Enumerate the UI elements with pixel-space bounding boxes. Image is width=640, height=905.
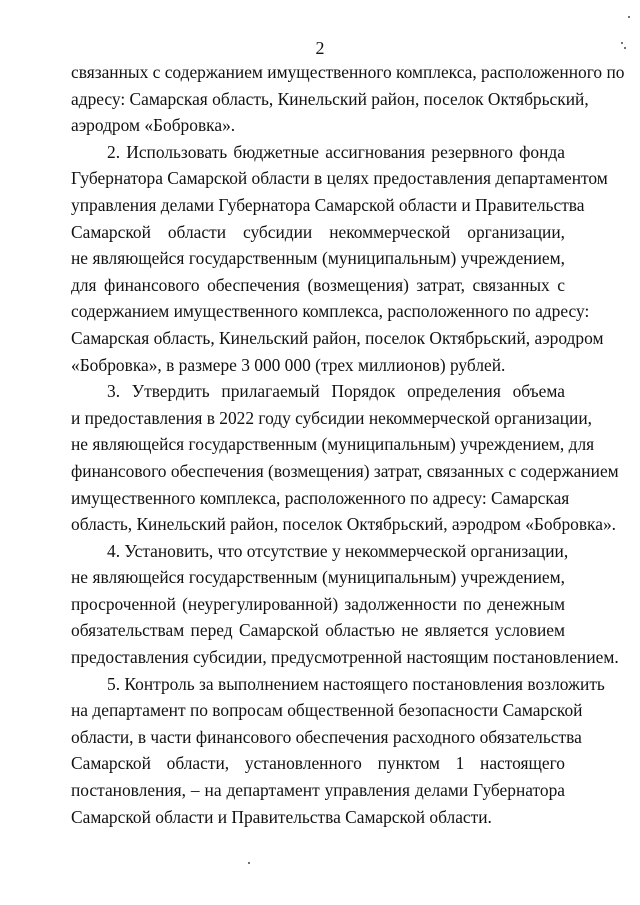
scan-speck xyxy=(248,862,250,864)
text-line: аэродром «Бобровка». xyxy=(71,115,236,136)
text-line: Самарской области и Правительства Самарской области. xyxy=(71,806,492,827)
text-line: обязательствам перед Самарской областью не является условием xyxy=(71,620,565,641)
document-body xyxy=(71,59,625,830)
scan-speck xyxy=(624,47,626,49)
text-line: финансового обеспечения (возмещения) затрат, связанных с содержанием xyxy=(71,460,619,481)
paragraph-4 xyxy=(71,538,619,671)
text-line: предоставления субсидии, предусмотренной настоящим постановлением. xyxy=(71,647,619,668)
page-number: 2 xyxy=(315,38,325,58)
text-line: не являющейся государственным (муниципальным) учреждением, для xyxy=(71,434,595,455)
scan-speck xyxy=(621,42,623,44)
text-line: Самарской области субсидии некоммерческой организации, xyxy=(71,221,565,242)
text-line: области, в части финансового обеспечения расходного обязательства xyxy=(71,726,582,747)
text-line: «Бобровка», в размере 3 000 000 (трех миллионов) рублей. xyxy=(71,354,506,375)
paragraph-3 xyxy=(71,378,619,538)
text-line: постановления, – на департамент управления делами Губернатора xyxy=(71,780,565,801)
text-line: на департамент по вопросам общественной безопасности Самарской xyxy=(71,700,583,721)
text-line: и предоставления в 2022 году субсидии некоммерческой организации, xyxy=(71,407,593,428)
text-line: содержанием имущественного комплекса, расположенного по адресу: xyxy=(71,301,590,322)
paragraph-5 xyxy=(71,671,605,831)
text-line: не являющейся государственным (муниципальным) учреждением, xyxy=(71,248,565,269)
text-line: не являющейся государственным (муниципальным) учреждением, xyxy=(71,567,565,588)
text-line: 2. Использовать бюджетные ассигнования резервного фонда xyxy=(107,141,565,162)
text-line: 5. Контроль за выполнением настоящего постановления возложить xyxy=(107,673,605,694)
paragraph-1 xyxy=(71,59,625,139)
scan-speck xyxy=(628,16,630,18)
text-line: адресу: Самарская область, Кинельский район, поселок Октябрьский, xyxy=(71,88,589,109)
text-line: просроченной (неурегулированной) задолженности по денежным xyxy=(71,593,565,614)
text-line: имущественного комплекса, расположенного по адресу: Самарская xyxy=(71,487,570,508)
text-line: Губернатора Самарской области в целях предоставления департаментом xyxy=(71,168,608,189)
text-line: Самарской области, установленного пунктом 1 настоящего xyxy=(71,753,565,774)
text-line: 4. Установить, что отсутствие у некоммерческой организации, xyxy=(107,540,569,561)
text-line: Самарская область, Кинельский район, поселок Октябрьский, аэродром xyxy=(71,327,604,348)
text-line: 3. Утвердить прилагаемый Порядок определения объема xyxy=(107,381,565,402)
text-line: связанных с содержанием имущественного комплекса, расположенного по xyxy=(71,62,625,82)
text-line: область, Кинельский район, поселок Октябрьский, аэродром «Бобровка». xyxy=(71,514,617,535)
paragraph-2 xyxy=(71,139,608,378)
text-line: управления делами Губернатора Самарской области и Правительства xyxy=(71,194,585,215)
text-line: для финансового обеспечения (возмещения) затрат, связанных с xyxy=(71,274,565,295)
